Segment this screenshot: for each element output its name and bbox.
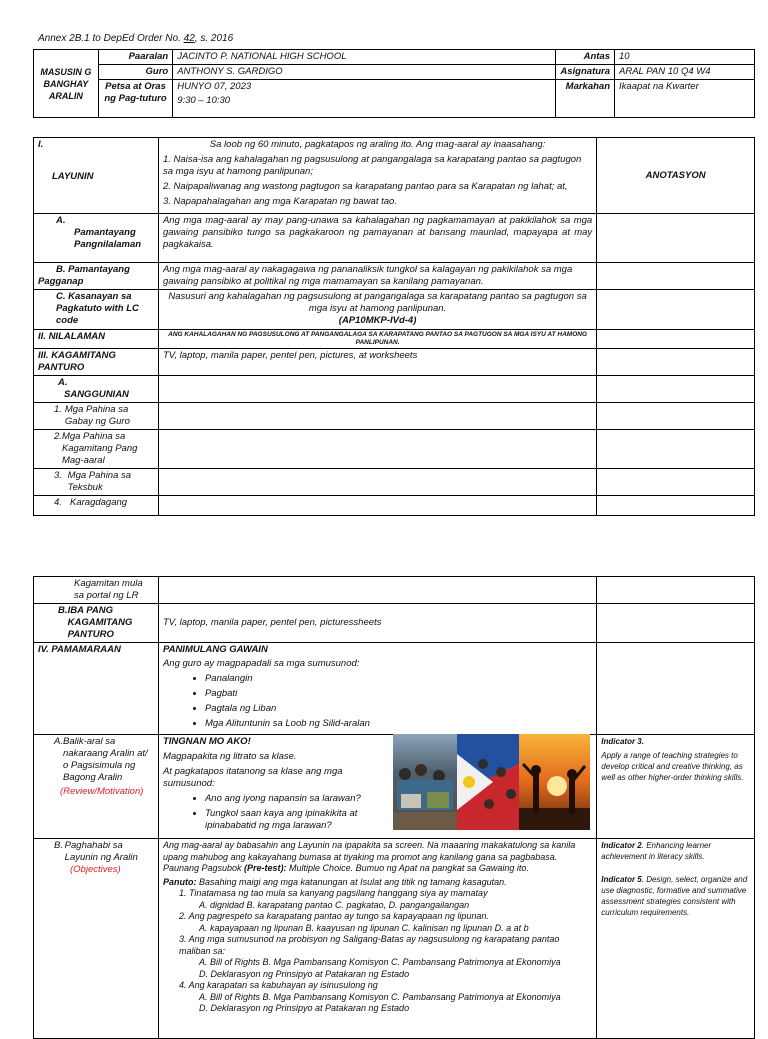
ref-content (158, 403, 596, 430)
markahan-value: Ikaapat na Kwarter (615, 80, 755, 118)
anotasyon-cell (597, 496, 755, 516)
anotasyon-cell (597, 604, 755, 643)
anotasyon-cell (597, 577, 755, 604)
paghahabi-label: B. Paghahabi sa Layunin ng Aralin (Objectives) (34, 839, 159, 1039)
paaralan-label: Paaralan (98, 50, 172, 65)
panimulang-gawain: PANIMULANG GAWAIN Ang guro ay magpapadali sa mga sumusunod: • Panalangin • Pagbati • Pagtala ng Liban • Mga Alituntunin sa Loob ng Silid-aralan (158, 643, 596, 735)
paghahabi-content: Ang mag-aaral ay babasahin ang Layunin na ipapakita sa screen. Na maaaring makakatulong sa kanila upang mahubog ang kakayahang bumasa at tiyaking ma promot ang kanilang gana sa pagbabasa. Paunang Pagsubok (Pre-test): Multiple Choice. Bumuo ng Apat na pangkat sa Gawaing ito. Panuto: Basahing maigi ang mga katanungan at Isulat ang titik ng tamang kasagutan. 1. Tinatamasa ng tao mula sa kanyang pagsilang hanggang siya ay mamatay A. dignidad B. karapatang pantao C. pagkatao, D. pangangailangan 2. Ang pagrespeto sa karapatang pantao ay tungo sa kapayapaan ng lipunan. A. kapayapaan ng lipunan B. kaayusan ng lipunan C. kalinisan ng lipunan D. a at b 3. Ang mga sumusunod na probisyon ng Saligang-Batas ay nagsusulong ng karapatang pantao maliban sa: A. Bill of Rights B. Mga Pambansang Komisyon C. Pambansang Patrimonya at Ekonomiya D. Deklarasyon ng Prinsipyo at Patakaran ng Estado 4. Ang karapatan sa kabuhayan ay isinusulong ng A. Bill of Rights B. Mga Pambansang Komisyon C. Pambansang Patrimonya at Ekonomiya D. Deklarasyon ng Prinsipyo at Patakaran ng Estado (158, 839, 596, 1039)
anotasyon-cell (597, 403, 755, 430)
asignatura-value: ARAL PAN 10 Q4 W4 (615, 65, 755, 80)
masusing-label: MASUSIN G BANGHAY ARALIN (34, 50, 99, 118)
indicator-2-5: Indicator 2. Enhancing learner achievement in literacy skills. Indicator 5. Design, select, organize and use diagnostic, formative and summative assessment strategies consistent with curriculum requirements. (597, 839, 755, 1039)
list-item: • Tungkol saan kaya ang ipinakikita at ipinababatid ng mga larawan? (205, 808, 389, 832)
antas-value: 10 (615, 50, 755, 65)
ref-content (158, 496, 596, 516)
panimula-list (163, 673, 592, 730)
guro-value: ANTHONY S. GARDIGO (173, 65, 556, 80)
list-item: • Pagtala ng Liban (205, 703, 592, 715)
anotasyon-cell (597, 430, 755, 469)
ref-karagdagang: 4. Karagdagang (34, 496, 159, 516)
list-item: • Panalangin (205, 673, 592, 685)
ref-portal-lr: Kagamitan mula sa portal ng LR (34, 577, 159, 604)
kagamitang-panturo-label: III. KAGAMITANG PANTURO (34, 349, 159, 376)
list-item: • Mga Alituntunin sa Loob ng Silid-aralan (205, 718, 592, 730)
pamamaraan-label: IV. PAMAMARAAN (34, 643, 159, 735)
nilalaman-text: ANG KAHALAGAHAN NG PAGSUSULONG AT PANGANGALAGA SA KARAPATANG PANTAO SA PAGTUGON SA MGA ISYU AT HAMONG PANLIPUNAN. (158, 330, 596, 349)
pamantayang-pagganap-label: B. Pamantayang Pagganap (34, 263, 159, 290)
ref-kagamitang-mag-aaral: 2. Mga Pahina sa Kagamitang Pang Mag-aaral (34, 430, 159, 469)
anotasyon-cell (597, 643, 755, 735)
anotasyon-cell (597, 330, 755, 349)
markahan-label: Markahan (556, 80, 615, 118)
lesson-table-1 (33, 137, 755, 516)
photo-collage (393, 734, 590, 830)
ref-content (158, 469, 596, 496)
balik-aral-label: A. Balik-aral sa nakaraang Aralin at/ o Pagsisimula ng Bagong Aralin (Review/Motivation) (34, 735, 159, 839)
asignatura-label: Asignatura (556, 65, 615, 80)
layunin-cell: I. LAYUNIN (34, 138, 159, 214)
iba-pang-kagamitan-text: TV, laptop, manila paper, pentel pen, picturessheets (158, 604, 596, 643)
sanggunian-content (158, 376, 596, 403)
indicator-3: Indicator 3. Apply a range of teaching strategies to develop critical and creative thinking, as well as other higher-order thinking skills. (597, 735, 755, 839)
ref-content (158, 430, 596, 469)
anotasyon-cell (597, 290, 755, 330)
list-item: • Ano ang iyong napansin sa larawan? (205, 793, 389, 805)
nilalaman-label: II. NILALAMAN (34, 330, 159, 349)
list-item: • Pagbati (205, 688, 592, 700)
sanggunian-label: A. SANGGUNIAN (34, 376, 159, 403)
iba-pang-kagamitan-label: B. IBA PANG KAGAMITANG PANTURO (34, 604, 159, 643)
anotasyon-cell (597, 376, 755, 403)
anotasyon-cell (597, 263, 755, 290)
anotasyon-cell (597, 214, 755, 263)
ref-gabay-guro: 1. Mga Pahina sa Gabay ng Guro (34, 403, 159, 430)
anotasyon-cell (597, 349, 755, 376)
kagamitang-panturo-text: TV, laptop, manila paper, pentel pen, pictures, at worksheets (158, 349, 596, 376)
paaralan-value: JACINTO P. NATIONAL HIGH SCHOOL (173, 50, 556, 65)
annex-reference: Annex 2B.1 to DepEd Order No. 42, s. 2016 (38, 33, 234, 44)
guro-label: Guro (98, 65, 172, 80)
layunin-content: Sa loob ng 60 minuto, pagkatapos ng araling ito. Ang mag-aaral ay inaasahang: 1. Naisa-isa ang kahalagahan ng pagsusulong at pangangalaga sa karapatang pantao sa pagtugon sa mga isyu at hamong panlipunan; 2. Naipapaliwanag ang wastong pagtugon sa karapatang pantao para sa Karapatan ng lahat; at, 3. Napapahalagahan ang mga Karapatan ng bawat tao. (158, 138, 596, 214)
photo-collage-image (393, 734, 590, 830)
pamantayang-pangnilalaman-text: Ang mga mag-aaral ay may pang-unawa sa kahalagahan ng pagkamamayan at pakikilahok sa mga gawaing pansibiko tungo sa pagkakaroon ng pamayanan at bansang maunlad, mapayapa at may pagkakaisa. (158, 214, 596, 263)
anotasyon-cell (597, 469, 755, 496)
kasanayan-label: C. Kasanayan sa Pagkatuto with LC code (34, 290, 159, 330)
pamantayang-pagganap-text: Ang mga mag-aaral ay nakagagawa ng pananaliksik tungkol sa kalagayan ng pakikilahok sa mga gawaing pansibiko at politikal ng mga mamamayan sa kanilang pamayanan. (158, 263, 596, 290)
antas-label: Antas (556, 50, 615, 65)
anotasyon-header: ANOTASYON (597, 138, 755, 214)
petsa-label: Petsa at Oras ng Pag-tuturo (98, 80, 172, 118)
tingnan-mo-ako: TINGNAN MO AKO! Magpapakita ng litrato sa klase. At pagkatapos itatanong sa klase ang mga sumusunod: • Ano ang iyong napansin sa larawan? • Tungkol saan kaya ang ipinakikita at ipinababatid ng mga larawan? (158, 735, 596, 839)
ref-teksbuk: 3. Mga Pahina sa Teksbuk (34, 469, 159, 496)
petsa-value: HUNYO 07, 2023 9:30 – 10:30 (173, 80, 556, 118)
kasanayan-text: Nasusuri ang kahalagahan ng pagsusulong at pangangalaga sa karapatang pantao sa pagtugon sa mga isyu at hamong panlipunan. (AP10MKP-IVd-4) (158, 290, 596, 330)
pamantayang-pangnilalaman-label: A. Pamantayang Pangnilalaman (34, 214, 159, 263)
header-table (33, 49, 755, 118)
ref-content (158, 577, 596, 604)
